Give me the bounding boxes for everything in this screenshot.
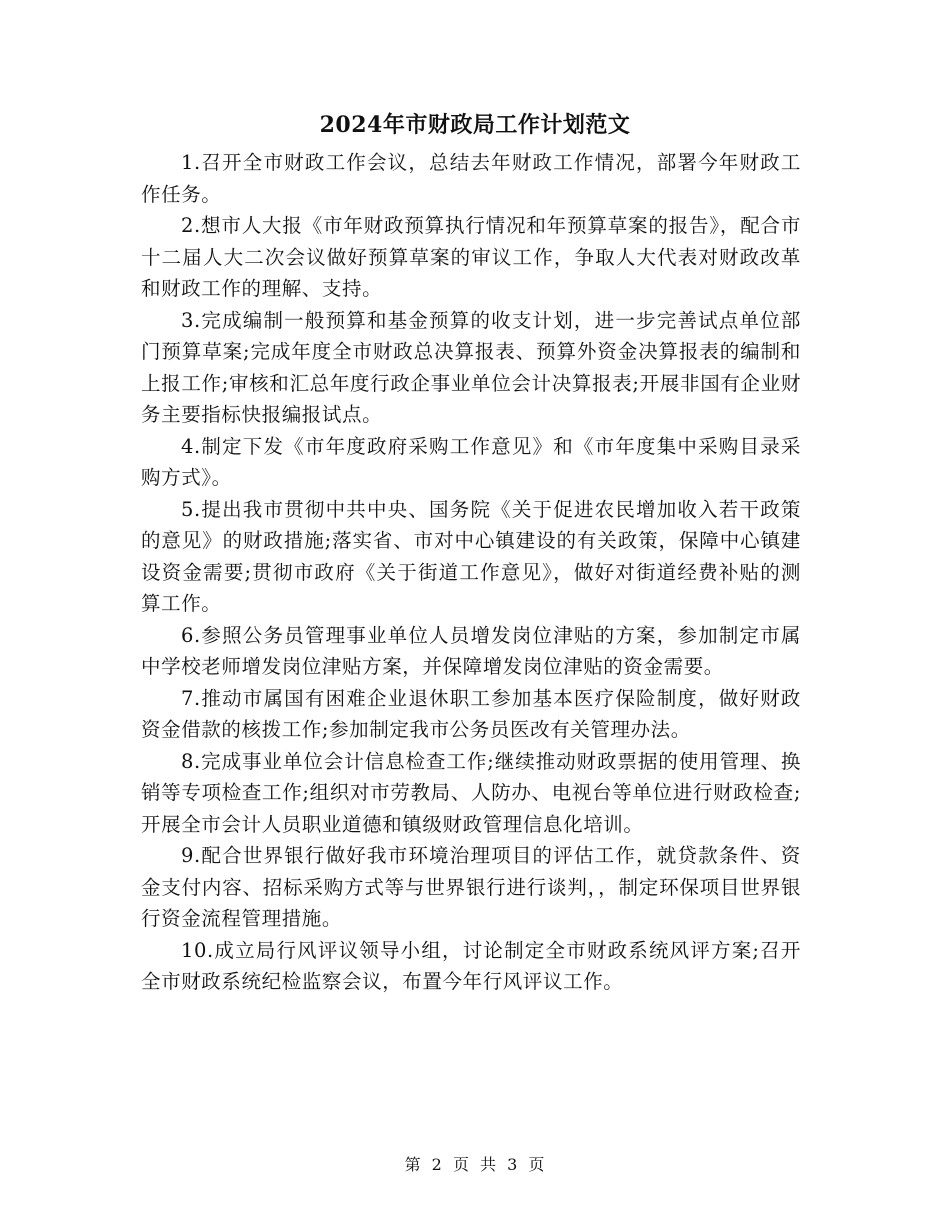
paragraph-item-5: 5.提出我市贯彻中共中央、国务院《关于促进农民增加收入若干政策的意见》的财政措施;落实省、市对中心镇建设的有关政策，保障中心镇建设资金需要;贯彻市政府《关于街道工作意见》，做好对街道经费补贴的测算工作。 bbox=[141, 497, 801, 615]
paragraph-item-7: 7.推动市属国有困难企业退休职工参加基本医疗保险制度，做好财政资金借款的核拨工作;参加制定我市公务员医改有关管理办法。 bbox=[141, 686, 801, 741]
paragraph-item-4: 4.制定下发《市年度政府采购工作意见》和《市年度集中采购目录采购方式》。 bbox=[141, 434, 801, 489]
paragraph-item-10: 10.成立局行风评议领导小组，讨论制定全市财政系统风评方案;召开全市财政系统纪检监察会议，布置今年行风评议工作。 bbox=[141, 938, 801, 993]
paragraph-item-6: 6.参照公务员管理事业单位人员增发岗位津贴的方案，参加制定市属中学校老师增发岗位津贴方案，并保障增发岗位津贴的资金需要。 bbox=[141, 623, 801, 678]
paragraph-item-2: 2.想市人大报《市年财政预算执行情况和年预算草案的报告》，配合市十二届人大二次会议做好预算草案的审议工作，争取人大代表对财政改革和财政工作的理解、支持。 bbox=[141, 214, 801, 300]
document-body bbox=[141, 147, 801, 998]
document-title: 2024年市财政局工作计划范文 bbox=[319, 112, 631, 138]
paragraph-item-8: 8.完成事业单位会计信息检查工作;继续推动财政票据的使用管理、换销等专项检查工作;组织对市劳教局、人防办、电视台等单位进行财政检查;开展全市会计人员职业道德和镇级财政管理信息化培训。 bbox=[141, 749, 801, 836]
paragraph-item-3: 3.完成编制一般预算和基金预算的收支计划，进一步完善试点单位部门预算草案;完成年度全市财政总决算报表、预算外资金决算报表的编制和上报工作;审核和汇总年度行政企事业单位会计决算报表;开展非国有企业财务主要指标快报编报试点。 bbox=[141, 308, 801, 426]
paragraph-item-1: 1.召开全市财政工作会议，总结去年财政工作情况，部署今年财政工作任务。 bbox=[141, 151, 801, 206]
paragraph-item-9: 9.配合世界银行做好我市环境治理项目的评估工作，就贷款条件、资金支付内容、招标采购方式等与世界银行进行谈判，，制定环保项目世界银行资金流程管理措施。 bbox=[141, 844, 801, 930]
page-number-footer: 第 2 页 共 3 页 bbox=[404, 1155, 546, 1174]
